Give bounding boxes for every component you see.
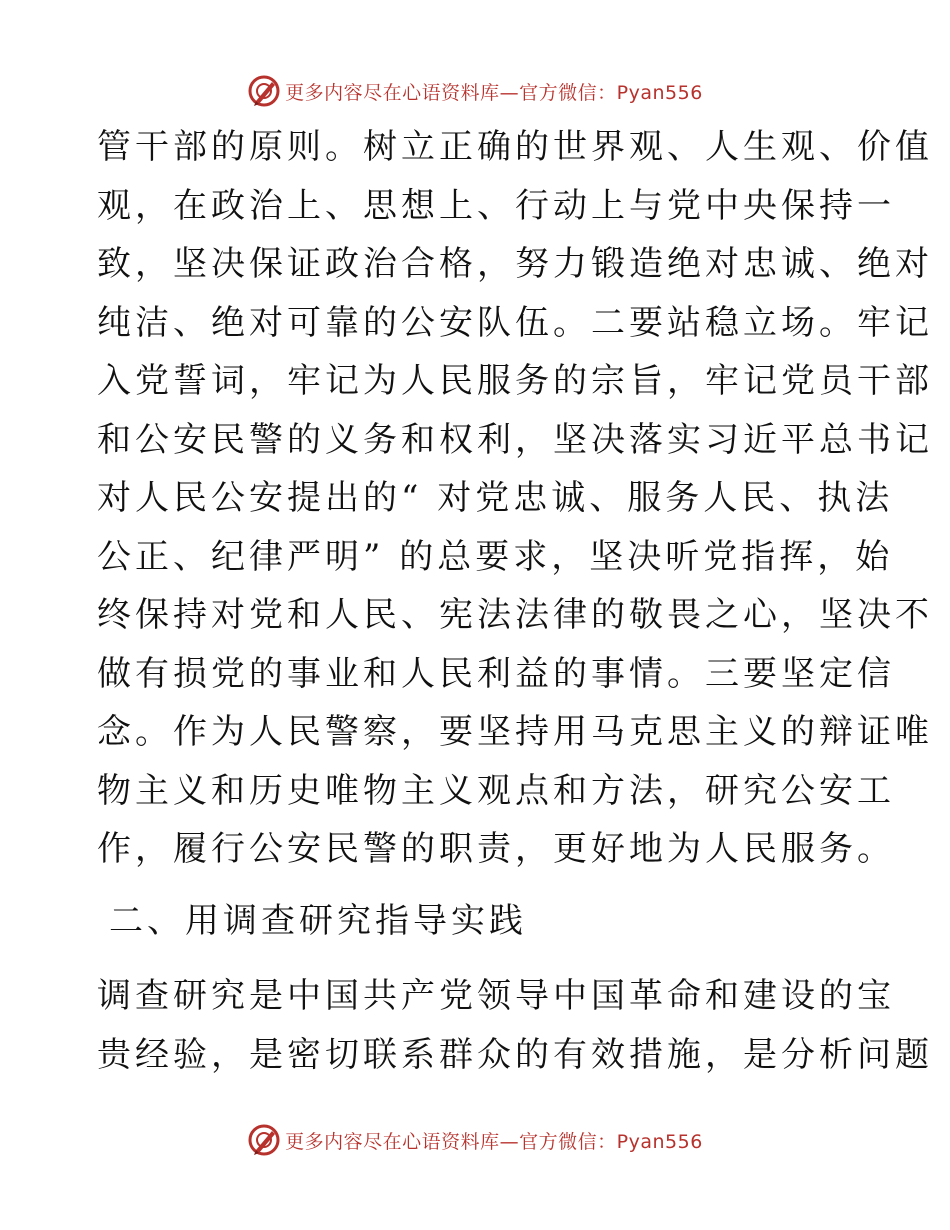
- text-line: 作，履行公安民警的职责，更好地为人民服务。: [97, 829, 895, 869]
- text-line: 入党誓词，牢记为人民服务的宗旨，牢记党员干部: [97, 361, 933, 401]
- pen-logo-icon: [247, 74, 281, 108]
- text-line: 管干部的原则。树立正确的世界观、人生观、价值: [97, 127, 933, 167]
- paragraph-2: [97, 967, 933, 1084]
- text-line: 念。作为人民警察，要坚持用马克思主义的辩证唯: [97, 712, 933, 752]
- header-watermark: [0, 71, 950, 111]
- text-line: 观，在政治上、思想上、行动上与党中央保持一: [97, 185, 895, 226]
- text-line: 对人民公安提出的“ 对党忠诚、服务人民、执法: [97, 478, 894, 518]
- text-line: 终保持对党和人民、宪法法律的敬畏之心，坚决不: [97, 595, 933, 635]
- text-line: 公正、纪律严明” 的总要求，坚决听党指挥，始: [97, 536, 894, 577]
- text-line: 致，坚决保证政治合格，努力锻造绝对忠诚、绝对: [97, 244, 933, 284]
- text-line: 物主义和历史唯物主义观点和方法，研究公安工: [97, 770, 895, 811]
- section-heading: 二、用调查研究指导实践: [109, 901, 527, 941]
- text-line: 调查研究是中国共产党领导中国革命和建设的宝: [97, 976, 895, 1016]
- footer-watermark: [0, 1120, 950, 1160]
- text-line: 和公安民警的义务和权利，坚决落实习近平总书记: [97, 419, 933, 460]
- paragraph-1: [97, 118, 933, 879]
- watermark-text: 更多内容尽在心语资料库—官方微信：Pyan556: [285, 1130, 703, 1153]
- pen-logo-icon: [247, 1123, 281, 1157]
- watermark-text: 更多内容尽在心语资料库—官方微信：Pyan556: [285, 81, 703, 104]
- text-line: 贵经验，是密切联系群众的有效措施，是分析问题: [97, 1034, 933, 1075]
- text-line: 纯洁、绝对可靠的公安队伍。二要站稳立场。牢记: [97, 302, 933, 343]
- text-line: 做有损党的事业和人民利益的事情。三要坚定信: [97, 653, 895, 694]
